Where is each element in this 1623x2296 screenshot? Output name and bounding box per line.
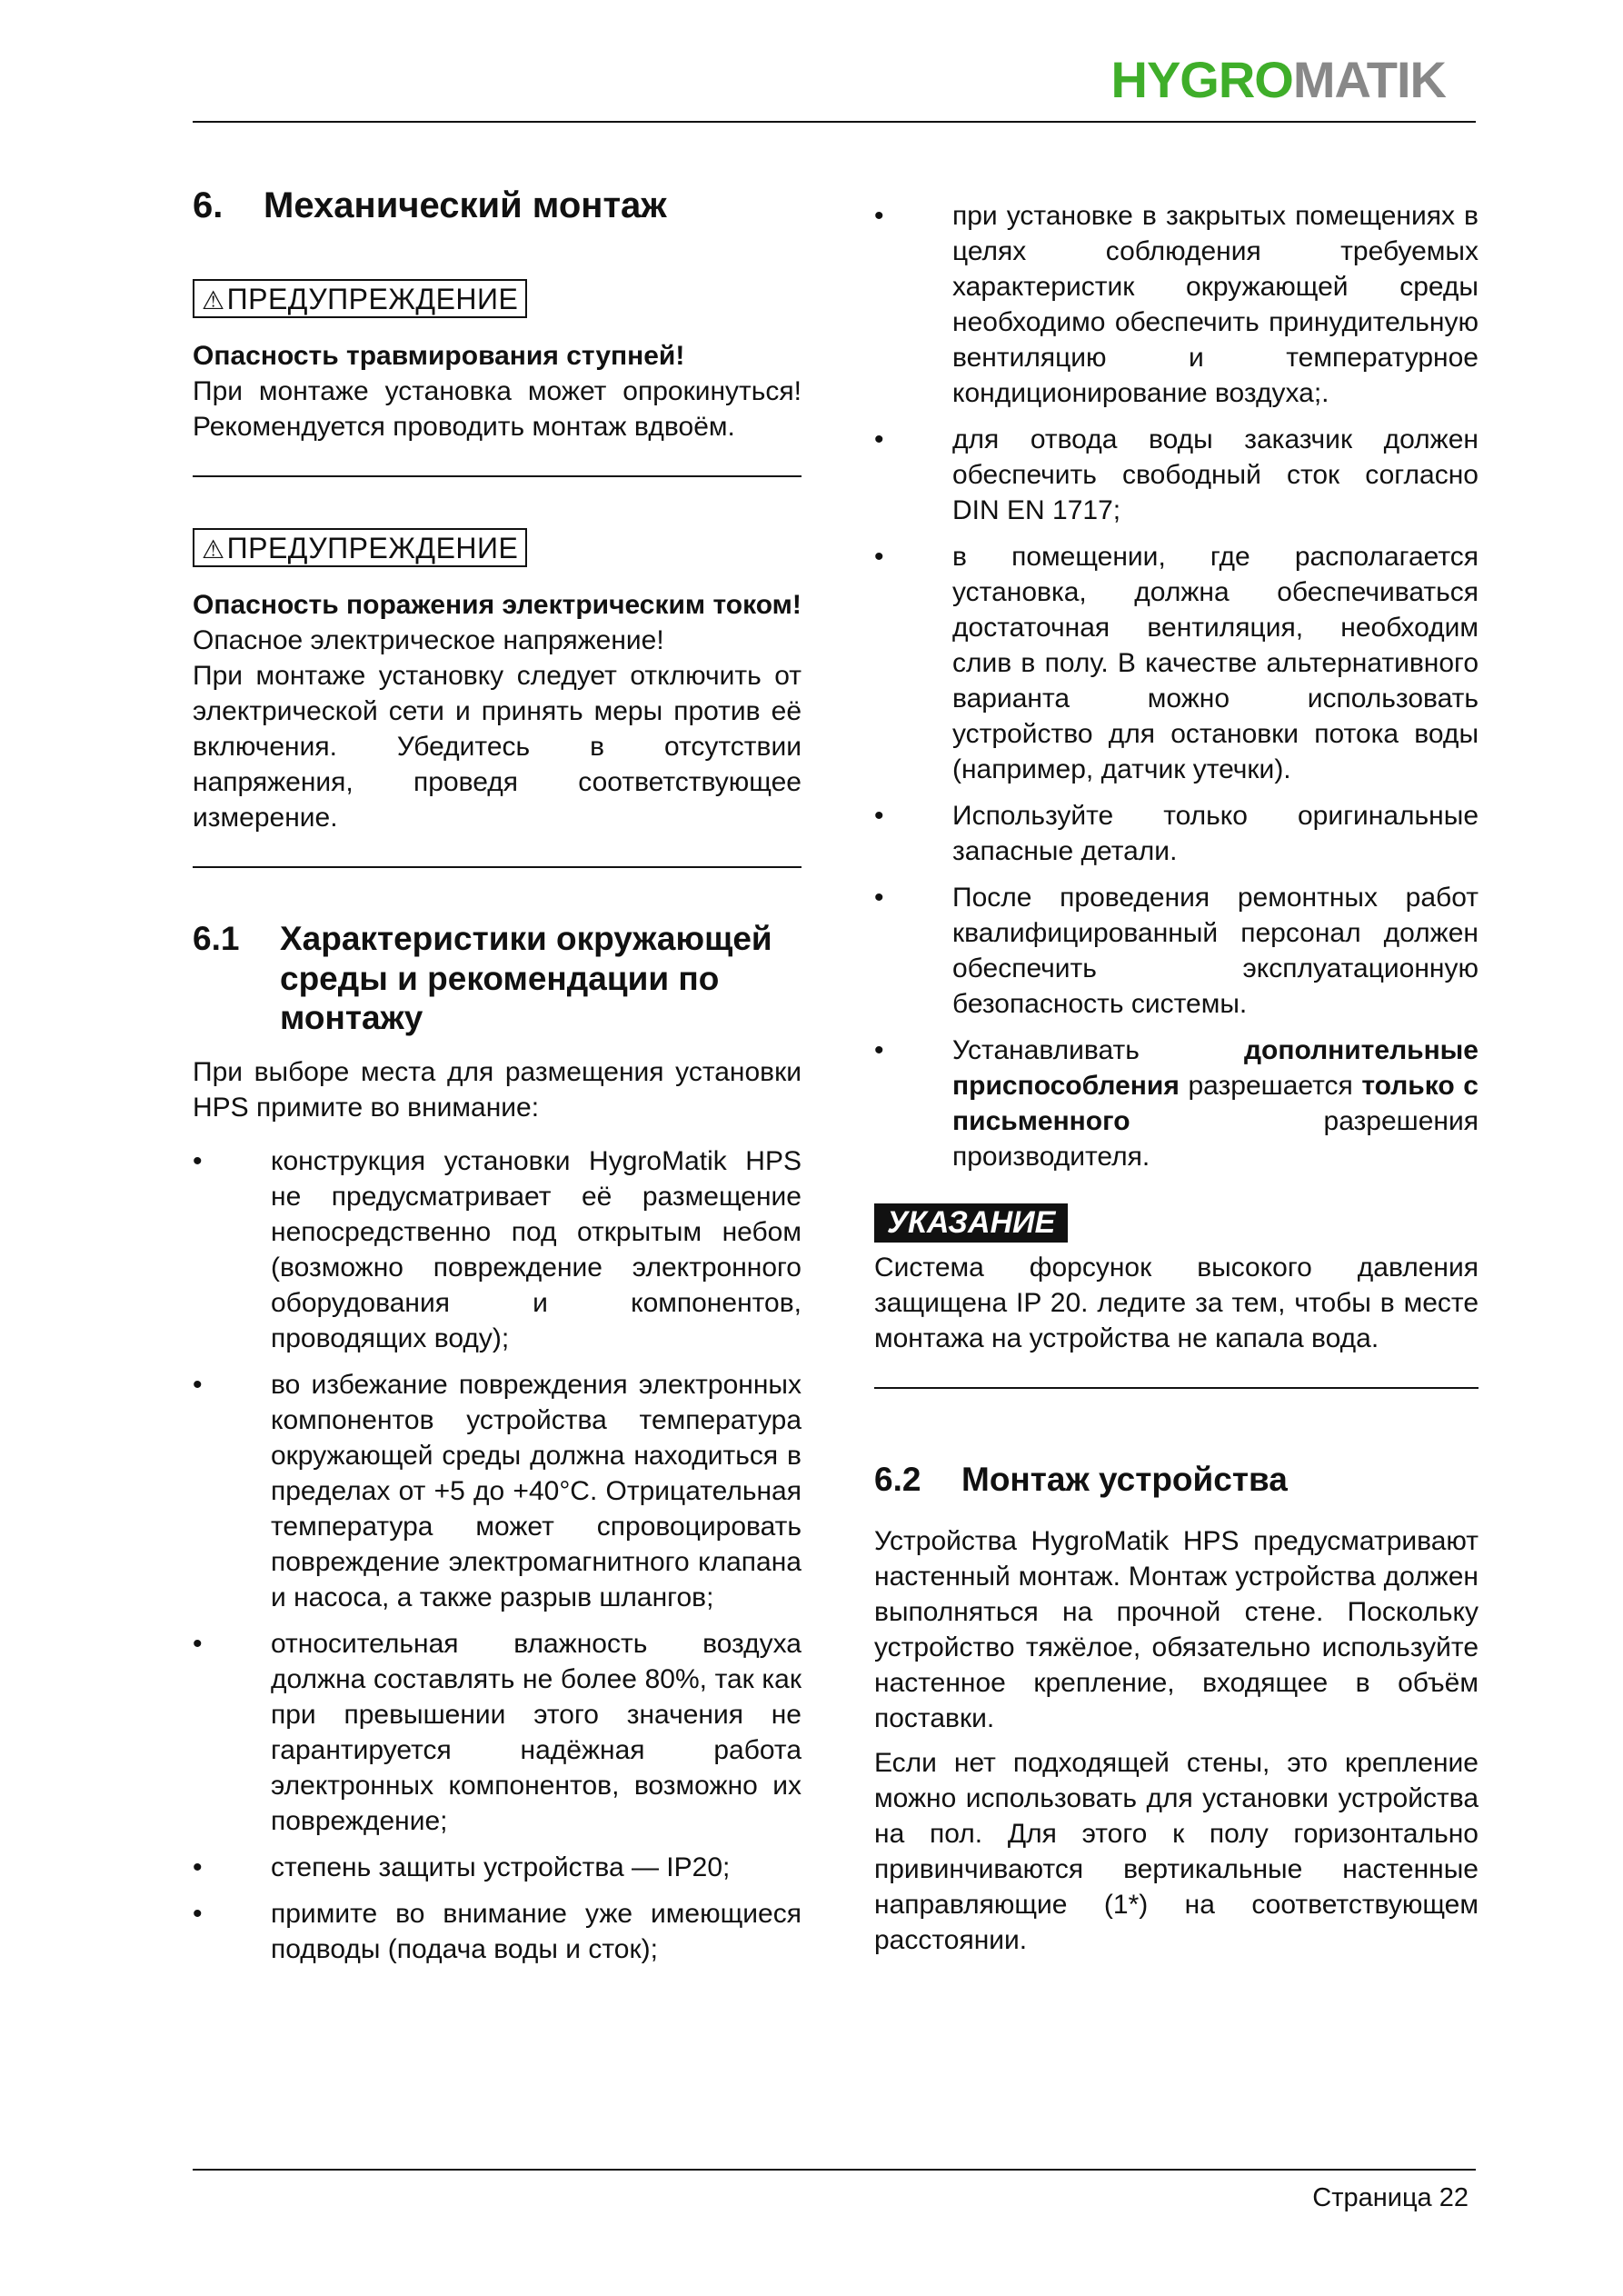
warning-2-heading: Опасность поражения электрическим током! [193,590,802,620]
list-item: • Используйте только оригинальные запасные детали. [874,801,1479,866]
warning-triangle-icon: ⚠ [202,286,225,314]
left-column [193,173,802,1978]
list-item: • После проведения ремонтных работ квалифицированный персонал должен обеспечить эксплуатационную безопасность системы. [874,883,1479,1019]
warning-triangle-icon: ⚠ [202,535,225,564]
divider [193,866,802,868]
requirements-list-right [874,198,1479,1174]
section-6-heading: 6. Механический монтаж [193,185,667,225]
section-6-1-heading: 6.1 Характеристики окружающей среды и рекомендации по монтажу [193,920,772,1037]
divider [193,475,802,477]
warning-label-2: ⚠ПРЕДУПРЕЖДЕНИЕ [193,528,527,567]
list-item: • конструкция установки HygroMatik HPS не предусматривает её размещение непосредственно под открытым небом (возможно повреждение электронного оборудования и компонентов, проводящих воду); [193,1145,802,1353]
note-label: УКАЗАНИЕ [874,1203,1068,1243]
section-6-2-para-2: Если нет подходящей стены, это крепление можно использовать для установки устройства на пол. Для этого к полу горизонтально привинчиваются вертикальные настенные направляющие (1*) на соответствующем расстоянии. [874,1747,1479,1955]
page-number: Страница 22 [1312,2183,1469,2212]
section-6-2-heading: 6.2 Монтаж устройства [874,1461,1288,1498]
right-column [874,173,1479,1958]
header-rule [193,121,1476,123]
warning-2-text2: При монтаже установку следует отключить от электрической сети и принять меры против её включения. Убедитесь в отсутствии напряжения, проведя соответствующее измерение. [193,661,802,833]
warning-1-heading: Опасность травмирования ступней! [193,341,685,371]
warning-label-1: ⚠ПРЕДУПРЕЖДЕНИЕ [193,279,527,318]
section-6-2-para-1: Устройства HygroMatik HPS предусматривают настенный монтаж. Монтаж устройства должен выполняться на прочной стене. Поскольку устройство тяжёлое, обязательно используйте настенное крепление, входящее в объём поставки. [874,1525,1479,1733]
hygromatik-logo: HYGROMATIK [1110,51,1446,108]
list-item: • во избежание повреждения электронных компонентов устройства температура окружающей среды должна находиться в пределах от +5 до +40°C. Отрицательная температура может спровоцировать повреждение электромагнитного клапана и насоса, а также разрыв шлангов; [193,1369,802,1612]
list-item: • Устанавливать дополнительные приспособления разрешается только с письменного разрешения производителя. [874,1035,1479,1172]
list-item: • степень защиты устройства — IP20; [193,1852,731,1882]
warning-1-text: При монтаже установка может опрокинуться! Рекомендуется проводить монтаж вдвоём. [193,376,802,442]
warning-2-text1: Опасное электрическое напряжение! [193,625,664,655]
list-item: • в помещении, где располагается установка, должна обеспечиваться достаточная вентиляция, необходим слив в полу. В качестве альтернативного варианта можно использовать устройство для остановки потока воды (например, датчик утечки). [874,542,1479,784]
list-item: • при установке в закрытых помещениях в целях соблюдения требуемых характеристик окружающей среды необходимо обеспечить принудительную вентиляцию и температурное кондиционирование воздуха;. [874,201,1479,408]
footer-rule [193,2169,1476,2171]
divider [874,1387,1479,1389]
list-item: • примите во внимание уже имеющиеся подводы (подача воды и сток); [193,1898,802,1964]
note-text: Система форсунок высокого давления защищена IP 20. ледите за тем, чтобы в месте монтажа на устройства не капала вода. [874,1253,1479,1353]
section-6-1-intro: При выборе места для размещения установки HPS примите во внимание: [193,1056,802,1123]
requirements-list-left [193,1143,802,1967]
list-item: • для отвода воды заказчик должен обеспечить свободный сток согласно DIN EN 1717; [874,424,1479,525]
list-item: • относительная влажность воздуха должна составлять не более 80%, так как при превышении этого значения не гарантируется надёжная работа электронных компонентов, возможно их повреждение; [193,1628,802,1836]
